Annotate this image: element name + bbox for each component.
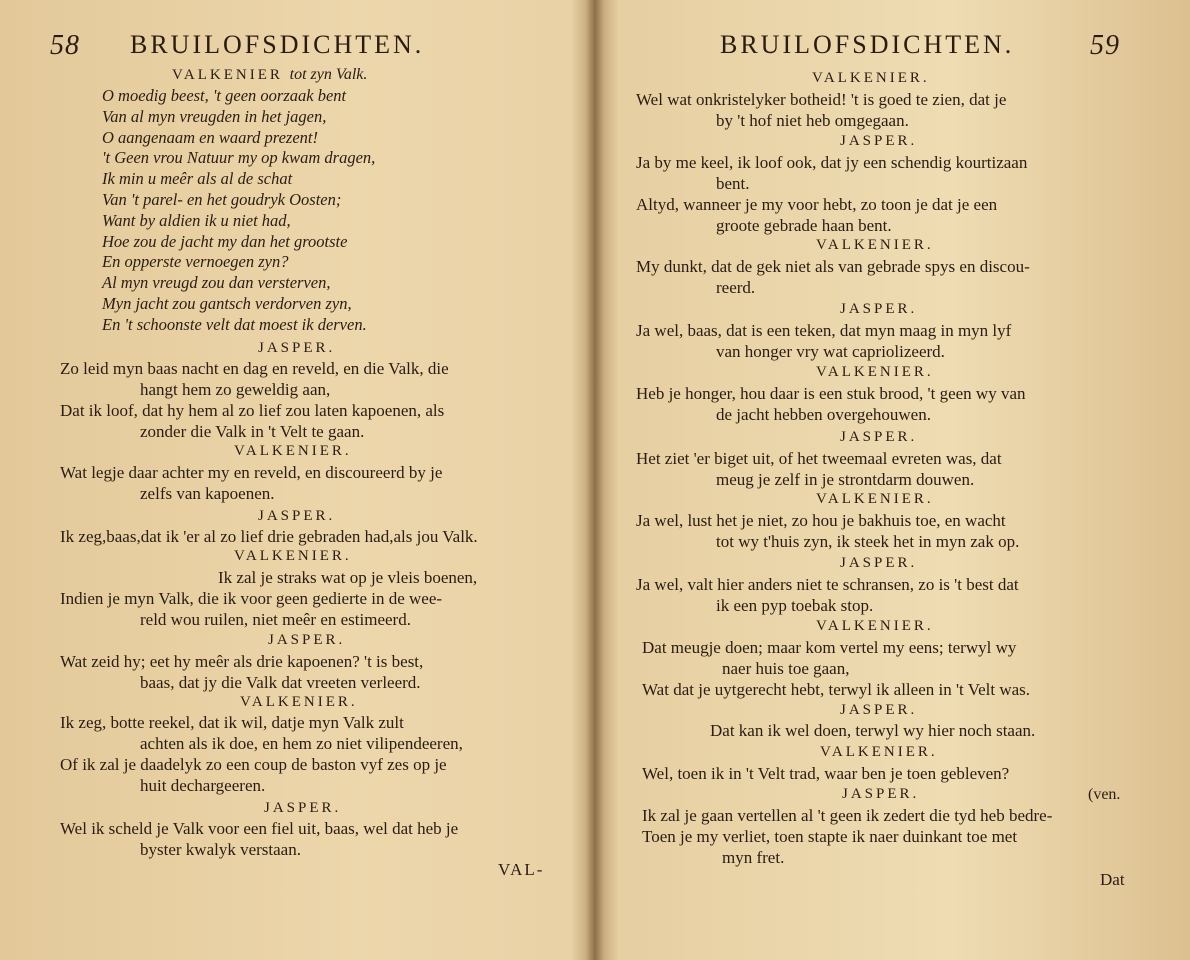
dialogue-line: Ik zeg,baas,dat ik 'er al zo lief drie gebraden had,als jou Valk. (60, 527, 478, 546)
verse-line: Al myn vreugd zou dan versterven, (102, 273, 331, 293)
dialogue-block (642, 805, 1052, 868)
dialogue-line: Zo leid myn baas nacht en dag en reveld, en die Valk, die (60, 359, 449, 378)
dialogue-line: huit dechargeeren. (140, 776, 266, 795)
dialogue-block (60, 818, 458, 860)
dialogue-line: ik een pyp toebak stop. (716, 596, 874, 615)
dialogue-line: Dat meugje doen; maar kom vertel my eens; terwyl wy (642, 638, 1017, 657)
dialogue-block (642, 637, 1030, 700)
speaker-label: VALKENIER. (820, 744, 938, 760)
speaker-label: JASPER. (840, 429, 918, 445)
dialogue-block (636, 89, 1006, 131)
dialogue-block (642, 763, 1009, 784)
dialogue-line: reerd. (716, 278, 756, 297)
dialogue-block (60, 651, 423, 693)
dialogue-line: Ik zal je straks wat op je vleis boenen, (218, 568, 478, 587)
speaker-label: JASPER. (268, 632, 346, 648)
speaker-label: JASPER. (842, 786, 920, 802)
dialogue-line: Ik zeg, botte reekel, dat ik wil, datje myn Valk zult (60, 713, 404, 732)
dialogue-line: My dunkt, dat de gek niet als van gebrade spys en discou- (636, 257, 1030, 276)
dialogue-line: zelfs van kapoenen. (140, 484, 275, 503)
right-page (600, 0, 1190, 960)
dialogue-line: Wel ik scheld je Valk voor een fiel uit, baas, wel dat heb je (60, 819, 459, 838)
dialogue-block (710, 720, 1035, 741)
dialogue-block (636, 448, 1002, 490)
dialogue-block (60, 462, 442, 504)
dialogue-line: baas, dat jy die Valk dat vreeten verleerd. (140, 673, 421, 692)
dialogue-block (636, 383, 1026, 425)
dialogue-line: Het ziet 'er biget uit, of het tweemaal evreten was, dat (636, 449, 1002, 468)
dialogue-block (60, 567, 477, 630)
verse-line: Van 't parel- en het goudryk Oosten; (102, 189, 342, 209)
speaker-label: VALKENIER. (816, 237, 934, 253)
speaker-label: JASPER. (840, 133, 918, 149)
verse-line: Want by aldien ik u niet had, (102, 210, 291, 230)
verse-line: Myn jacht zou gantsch verdorven zyn, (102, 293, 352, 313)
page-number: 59 (1090, 30, 1120, 61)
dialogue-line: de jacht hebben overgehouwen. (716, 405, 931, 424)
verse-line: Hoe zou de jacht my dan het grootste (102, 231, 348, 251)
dialogue-block (60, 358, 449, 442)
verse-line: En opperste vernoegen zyn? (102, 252, 289, 272)
speaker-label: JASPER. (840, 702, 918, 718)
dialogue-line: myn fret. (722, 848, 785, 867)
speaker-label: VALKENIER. (816, 618, 934, 634)
left-page (0, 0, 590, 960)
page-number: 58 (50, 30, 80, 61)
speaker-label: VALKENIER. (816, 364, 934, 380)
dialogue-line: Of ik zal je daadelyk zo een coup de baston vyf zes op je (60, 755, 447, 774)
speaker-label: VALKENIER. (812, 70, 930, 86)
verse-line: Van al myn vreugden in het jagen, (102, 106, 327, 126)
dialogue-line: Wat legje daar achter my en reveld, en discoureerd by je (60, 463, 443, 482)
dialogue-block (636, 320, 1011, 362)
verse-line: 't Geen vrou Natuur my op kwam dragen, (102, 148, 376, 168)
dialogue-line: Dat ik loof, dat hy hem al zo lief zou laten kapoenen, als (60, 401, 445, 420)
speaker-label: JASPER. (264, 800, 342, 816)
speaker-label (172, 66, 367, 84)
speaker-label: VALKENIER. (816, 491, 934, 507)
speaker-label: JASPER. (840, 301, 918, 317)
dialogue-block (636, 152, 1027, 236)
dialogue-line: groote gebrade haan bent. (716, 216, 892, 235)
dialogue-block (60, 526, 478, 547)
speaker-name: VALKENIER (172, 67, 283, 83)
dialogue-block (636, 574, 1019, 616)
dialogue-line: Dat kan ik wel doen, terwyl wy hier noch staan. (710, 721, 1036, 740)
dialogue-line: Wel, toen ik in 't Velt trad, waar ben je toen gebleven? (642, 764, 1010, 783)
dialogue-line: reld wou ruilen, niet meêr en estimeerd. (140, 610, 411, 629)
dialogue-line: Wat zeid hy; eet hy meêr als drie kapoenen? 't is best, (60, 652, 424, 671)
dialogue-line: byster kwalyk verstaan. (140, 840, 301, 859)
dialogue-line: Ik zal je gaan vertellen al 't geen ik zedert die tyd heb bedre- (642, 806, 1053, 825)
dialogue-block (636, 256, 1030, 298)
dialogue-line: bent. (716, 174, 750, 193)
speaker-label: JASPER. (258, 508, 336, 524)
dialogue-line: hangt hem zo geweldig aan, (140, 380, 331, 399)
verse-line: O aangenaam en waard prezent! (102, 127, 318, 147)
dialogue-line: by 't hof niet heb omgegaan. (716, 111, 909, 130)
running-head: BRUILOFSDICHTEN. (130, 30, 425, 59)
speaker-label: VALKENIER. (234, 548, 352, 564)
catchword: VAL- (498, 860, 545, 879)
catchword: Dat (1100, 870, 1125, 889)
dialogue-line: Ja wel, valt hier anders niet te schransen, zo is 't best dat (636, 575, 1019, 594)
speaker-label: JASPER. (258, 340, 336, 356)
speaker-suffix: (ven. (1088, 786, 1121, 803)
dialogue-line: Ja by me keel, ik loof ook, dat jy een schendig kourtizaan (636, 153, 1028, 172)
dialogue-block (60, 712, 463, 796)
dialogue-line: Indien je myn Valk, die ik voor geen gedierte in de wee- (60, 589, 443, 608)
speaker-label: VALKENIER. (234, 443, 352, 459)
dialogue-line: tot wy t'huis zyn, ik steek het in myn zak op. (716, 532, 1020, 551)
dialogue-line: zonder die Valk in 't Velt te gaan. (140, 422, 365, 441)
dialogue-line: Altyd, wanneer je my voor hebt, zo toon je dat je een (636, 195, 998, 214)
dialogue-line: meug je zelf in je strontdarm douwen. (716, 470, 975, 489)
dialogue-block (636, 510, 1019, 552)
running-head: BRUILOFSDICHTEN. (720, 30, 1015, 59)
dialogue-line: Wat dat je uytgerecht hebt, terwyl ik alleen in 't Velt was. (642, 680, 1031, 699)
dialogue-line: Ja wel, baas, dat is een teken, dat myn maag in myn lyf (636, 321, 1012, 340)
dialogue-line: Ja wel, lust het je niet, zo hou je bakhuis toe, en wacht (636, 511, 1006, 530)
speaker-label: VALKENIER. (240, 694, 358, 710)
verse-block (102, 86, 502, 336)
dialogue-line: van honger vry wat capriolizeerd. (716, 342, 945, 361)
verse-line: O moedig beest, 't geen oorzaak bent (102, 86, 347, 105)
speaker-label: JASPER. (840, 555, 918, 571)
verse-line: Ik min u meêr als al de schat (102, 169, 293, 189)
dialogue-line: naer huis toe gaan, (722, 659, 850, 678)
speaker-note: tot zyn Valk. (289, 66, 368, 83)
verse-line: En 't schoonste velt dat moest ik derven. (102, 314, 367, 334)
dialogue-line: Toen je my verliet, toen stapte ik naer duinkant toe met (642, 827, 1018, 846)
dialogue-line: achten als ik doe, en hem zo niet vilipendeeren, (140, 734, 463, 753)
dialogue-line: Heb je honger, hou daar is een stuk brood, 't geen wy van (636, 384, 1026, 403)
dialogue-line: Wel wat onkristelyker botheid! 't is goed te zien, dat je (636, 90, 1007, 109)
